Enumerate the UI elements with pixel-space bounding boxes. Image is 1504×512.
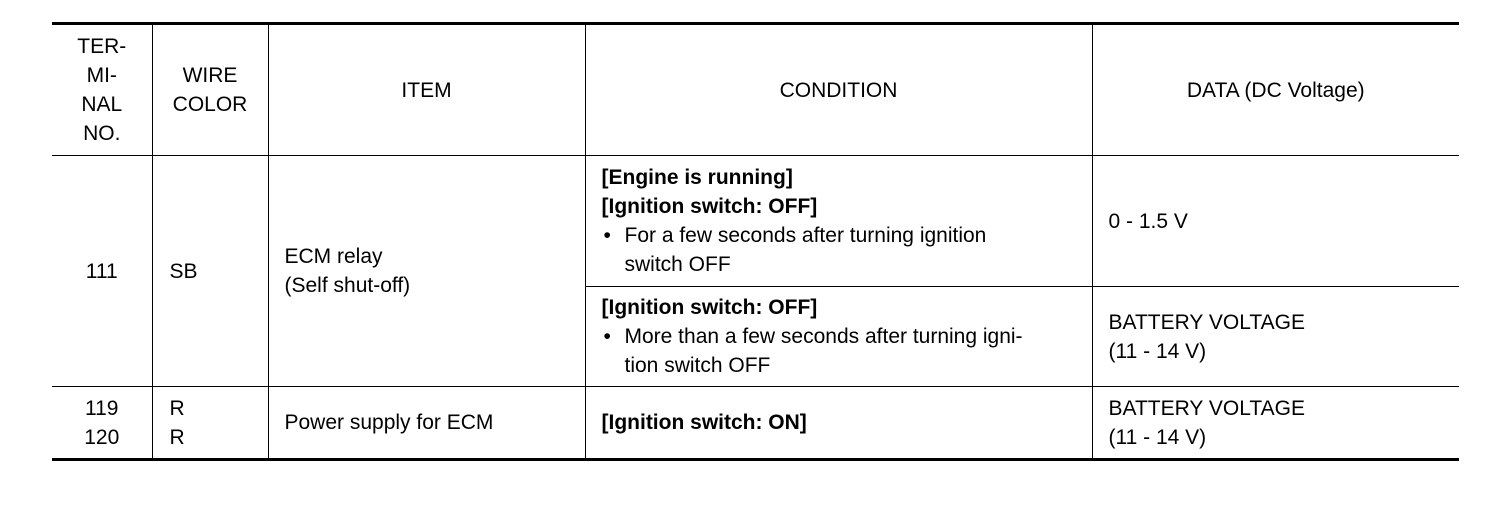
condition-label: [Ignition switch: OFF] <box>601 195 818 218</box>
item-cell: ECM relay (Self shut-off) <box>268 156 585 387</box>
terminal-cell: 111 <box>52 156 152 387</box>
condition-cell <box>585 287 1092 387</box>
data-cell: 0 - 1.5 V <box>1092 156 1459 287</box>
header-row <box>52 24 1459 156</box>
bullet-icon: • <box>603 325 611 348</box>
table-row <box>52 387 1459 460</box>
condition-bullet-item: • More than a few seconds after turning igni- tion switch OFF <box>602 322 1076 380</box>
item-cell: Power supply for ECM <box>268 387 585 460</box>
condition-bullet-item: • For a few seconds after turning ignition switch OFF <box>602 221 1076 279</box>
terminal-spec-table <box>52 22 1459 461</box>
header-wire-color: WIRE COLOR <box>152 24 268 156</box>
data-cell: BATTERY VOLTAGE (11 - 14 V) <box>1092 287 1459 387</box>
table-row <box>52 156 1459 287</box>
header-condition: CONDITION <box>585 24 1092 156</box>
header-terminal-no: TER- MI- NAL NO. <box>52 24 152 156</box>
header-data: DATA (DC Voltage) <box>1092 24 1459 156</box>
condition-label: [Engine is running] <box>601 166 793 189</box>
terminal-cell: 119 120 <box>52 387 152 460</box>
condition-cell <box>585 387 1092 460</box>
condition-label: [Ignition switch: ON] <box>601 411 807 434</box>
wire-color-cell: R R <box>152 387 268 460</box>
header-item: ITEM <box>268 24 585 156</box>
condition-cell <box>585 156 1092 287</box>
data-cell: BATTERY VOLTAGE (11 - 14 V) <box>1092 387 1459 460</box>
condition-label: [Ignition switch: OFF] <box>601 296 818 319</box>
wire-color-cell: SB <box>152 156 268 387</box>
bullet-icon: • <box>603 224 611 247</box>
